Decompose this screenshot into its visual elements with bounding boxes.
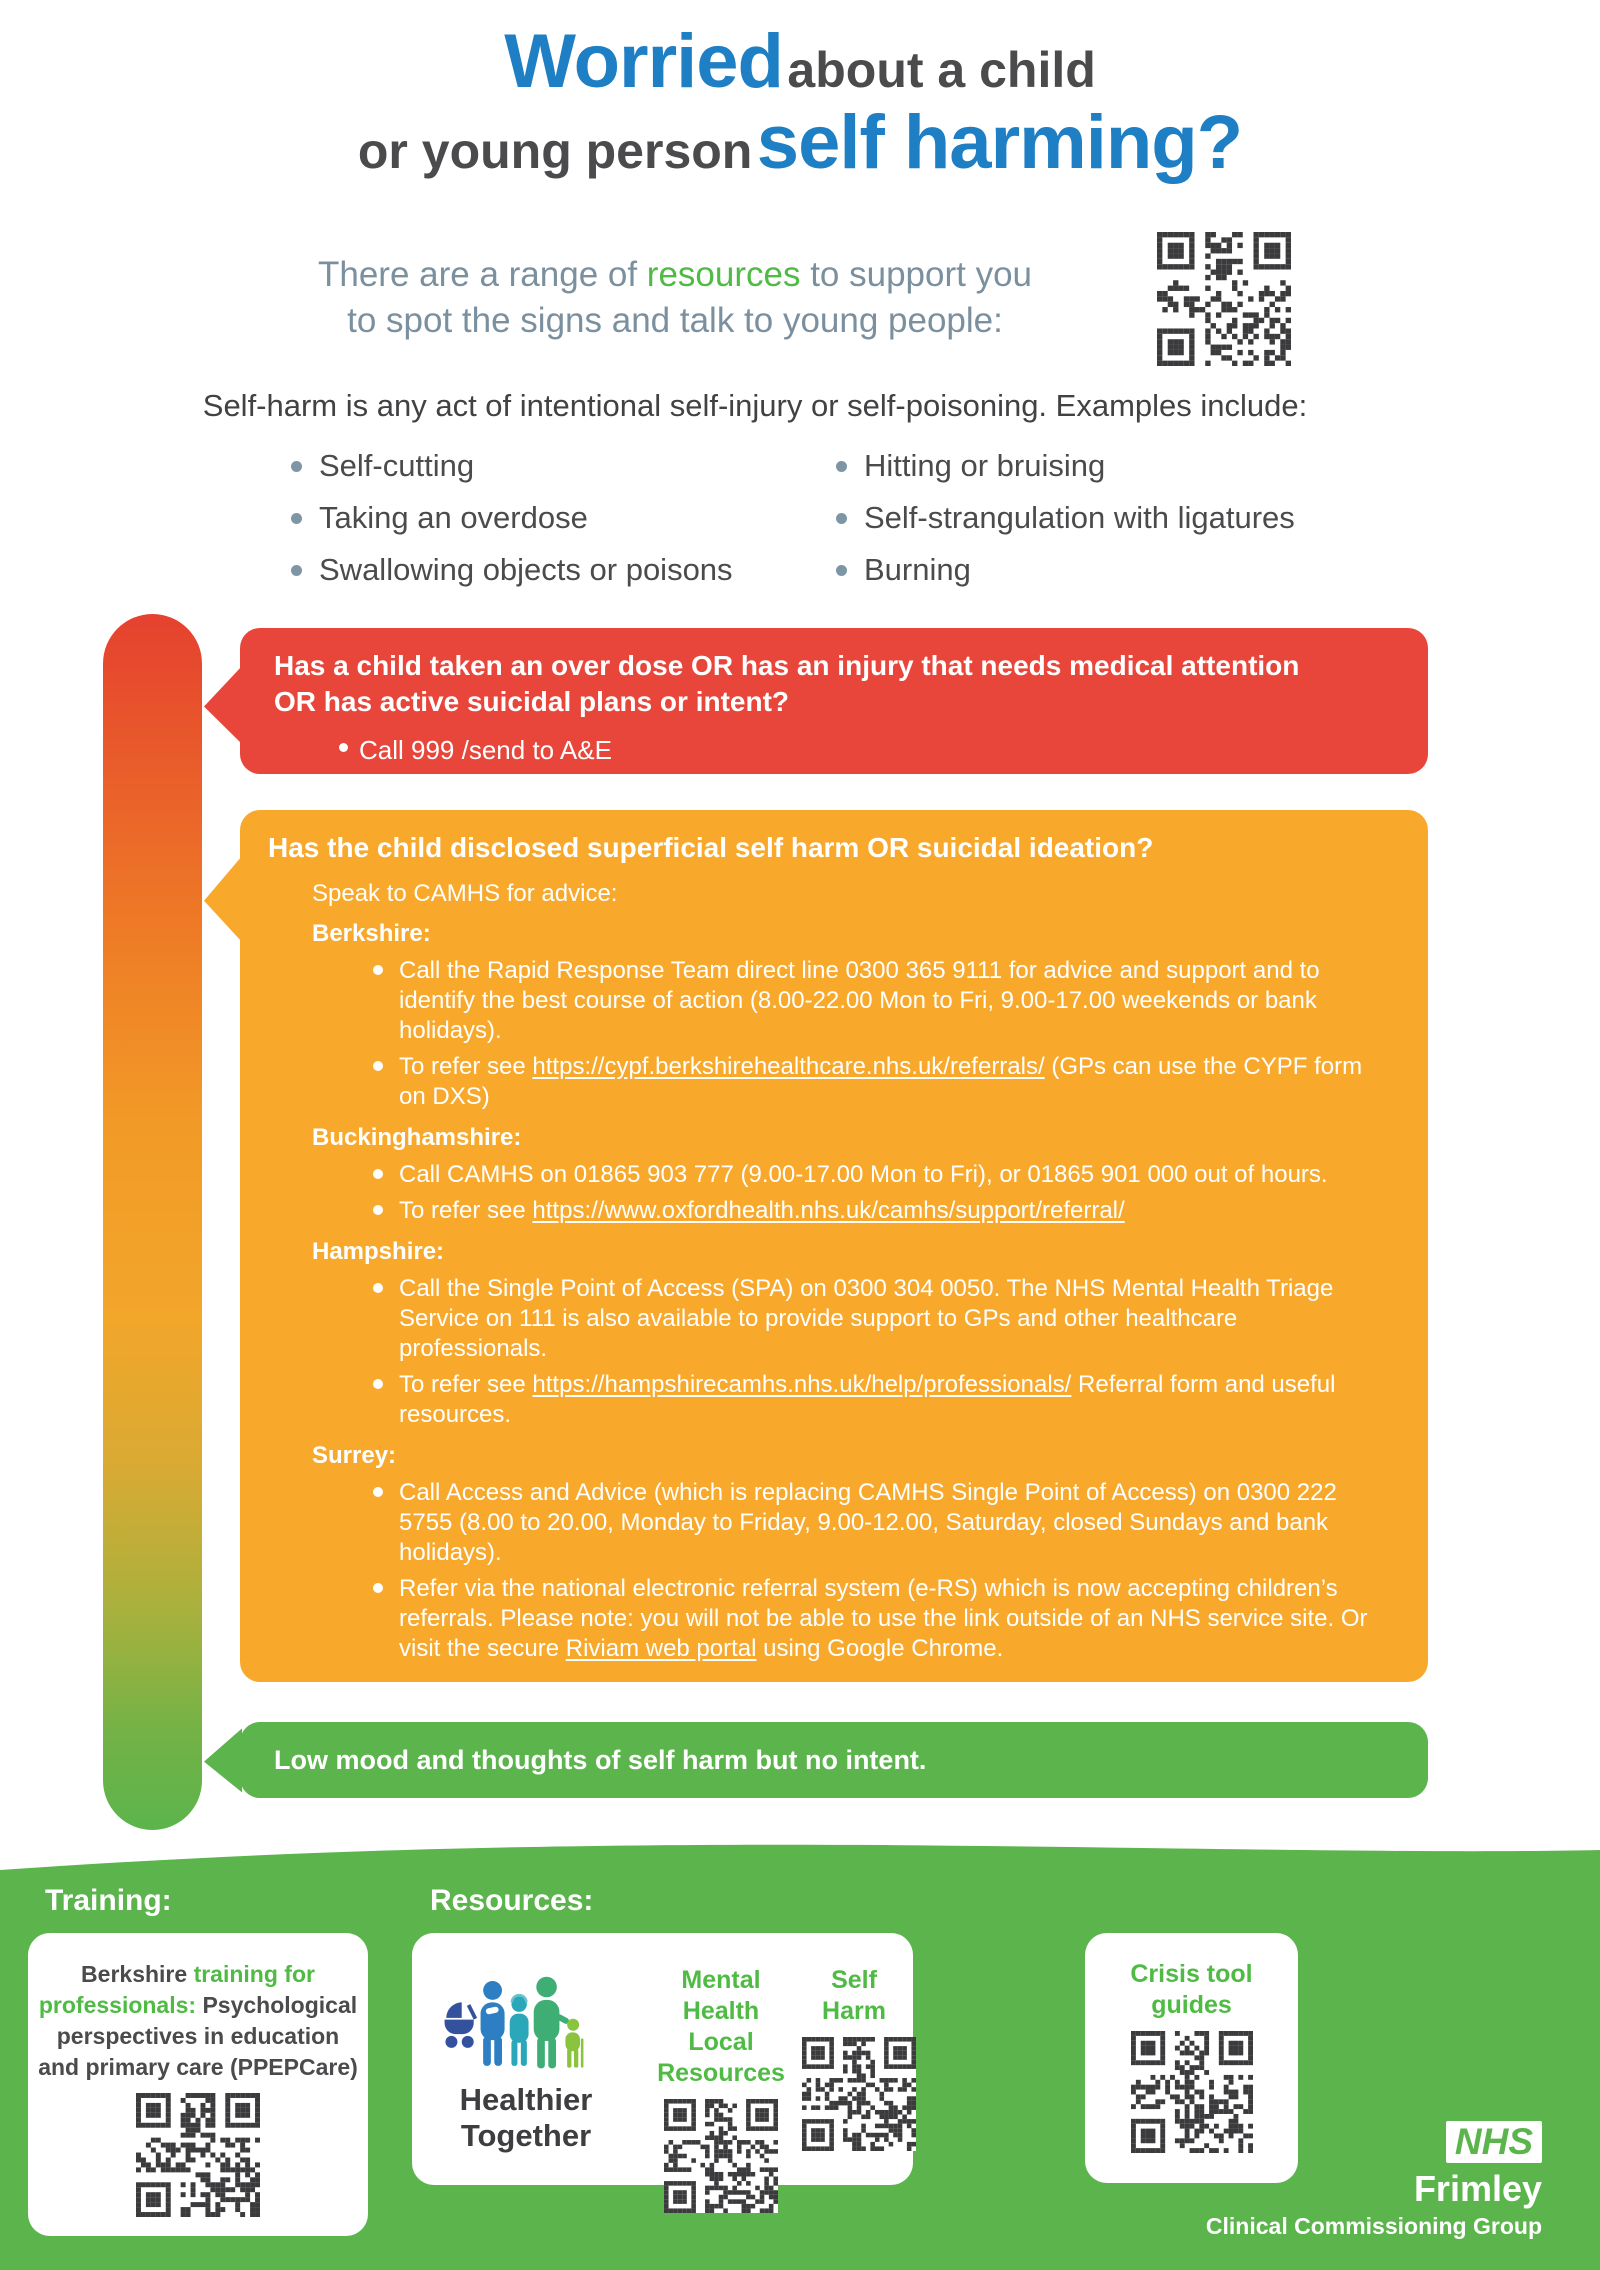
examples-column-right bbox=[830, 440, 1375, 596]
region-bullet: Call CAMHS on 01865 903 777 (9.00-17.00 Mon to Fri), or 01865 901 000 out of hours. bbox=[373, 1160, 1381, 1190]
examples-list bbox=[285, 440, 1375, 596]
self-harm-resource bbox=[802, 1933, 906, 2185]
healthier-together-text: Healthier Together bbox=[459, 2082, 593, 2153]
example-item: Taking an overdose bbox=[285, 492, 830, 544]
severity-gradient-bar bbox=[103, 614, 202, 1830]
training-card-text: Berkshire training for professionals: Psychological perspectives in education and primary care (PPEPCare) bbox=[38, 1961, 358, 2080]
resources-card bbox=[412, 1933, 913, 2185]
qr-code-mental-health bbox=[664, 2099, 778, 2213]
region-bullets bbox=[373, 1274, 1410, 1430]
green-low-risk-box bbox=[240, 1722, 1428, 1798]
red-box-heading: Has a child taken an over dose OR has an injury that needs medical attention OR has active suicidal plans or intent? bbox=[274, 650, 1300, 718]
crisis-qr-label: Crisis tool guides bbox=[1130, 1960, 1253, 2019]
orange-box-heading: Has the child disclosed superficial self harm OR suicidal ideation? bbox=[268, 832, 1154, 863]
intro-text: Self-harm is any act of intentional self-injury or self-poisoning. Examples include: bbox=[202, 388, 1308, 423]
mental-health-resource bbox=[640, 1933, 802, 2185]
call-999-bullet: Call 999 /send to A&E bbox=[339, 735, 1428, 766]
title-about-a-child: about a child bbox=[787, 42, 1096, 98]
nhs-logo-box: NHS bbox=[1446, 2121, 1542, 2163]
inline-link[interactable]: https://hampshirecamhs.nhs.uk/help/professionals/ bbox=[532, 1371, 1072, 1399]
region-heading: Buckinghamshire: bbox=[312, 1124, 522, 1152]
red-box-bullets bbox=[339, 735, 1428, 766]
example-item: Burning bbox=[830, 544, 1375, 596]
title-worried: Worried bbox=[504, 19, 783, 104]
page-title bbox=[0, 19, 1600, 185]
region-list bbox=[268, 920, 1410, 1664]
healthier-together-logo bbox=[412, 1933, 640, 2185]
region-heading: Hampshire: bbox=[312, 1238, 445, 1266]
red-emergency-box bbox=[240, 628, 1428, 774]
title-self-harming: self harming? bbox=[756, 99, 1243, 185]
orange-camhs-box bbox=[240, 810, 1428, 1682]
qr-code-self-harm bbox=[802, 2037, 916, 2151]
triage-boxes bbox=[240, 628, 1428, 1798]
example-item: Hitting or bruising bbox=[830, 440, 1375, 492]
inline-link[interactable]: https://cypf.berkshirehealthcare.nhs.uk/referrals/ bbox=[532, 1053, 1045, 1081]
title-or-young-person: or young person bbox=[357, 122, 753, 179]
region-bullet: Call the Rapid Response Team direct line 0300 365 9111 for advice and support and to identify the best course of action (8.00-22.00 Mon to Fri, 9.00-17.00 weekends or bank holidays). bbox=[373, 956, 1381, 1046]
region-bullet: Call Access and Advice (which is replacing CAMHS Single Point of Access) on 0300 222 5755 (8.00 to 20.00, Monday to Friday, 9.00-12.00, Saturday, closed Sundays and bank holidays). bbox=[373, 1478, 1381, 1568]
footer bbox=[0, 1872, 1600, 2270]
region-bullet: Call the Single Point of Access (SPA) on 0300 304 0050. The NHS Mental Health Triage Service on 111 is also available to provide support to GPs and other healthcare professionals. bbox=[373, 1274, 1381, 1364]
mental-health-qr-label: Mental Health Local Resources bbox=[657, 1966, 785, 2087]
nhs-frimley-logo bbox=[1206, 2121, 1542, 2240]
inline-link[interactable]: https://www.oxfordhealth.nhs.uk/camhs/support/referral/ bbox=[532, 1197, 1125, 1225]
region-bullets bbox=[373, 1160, 1410, 1226]
region-bullet: To refer see https://cypf.berkshirehealthcare.nhs.uk/referrals/ (GPs can use the CYPF form on DXS) bbox=[373, 1052, 1381, 1112]
qr-code-ppepcare bbox=[136, 2093, 260, 2217]
region-heading: Berkshire: bbox=[312, 920, 431, 948]
example-item: Self-strangulation with ligatures bbox=[830, 492, 1375, 544]
green-box-heading: Low mood and thoughts of self harm but no intent. bbox=[274, 1744, 927, 1775]
region-bullet: To refer see https://www.oxfordhealth.nhs.uk/camhs/support/referral/ bbox=[373, 1196, 1381, 1226]
title-line-2 bbox=[0, 99, 1600, 185]
resources-label: Resources: bbox=[430, 1884, 594, 1917]
region-bullet: Refer via the national electronic referral system (e-RS) which is now accepting children’s referrals. Please note: you will not be able to use the link outside of an NHS service site. Or visit the secure Riviam web portal using Google Chrome. bbox=[373, 1574, 1381, 1664]
qr-code-resources bbox=[1157, 232, 1291, 366]
region-heading: Surrey: bbox=[312, 1442, 397, 1470]
nhs-frimley-name: Frimley bbox=[1413, 2168, 1542, 2209]
resources-highlight: resources bbox=[646, 255, 801, 294]
example-item: Swallowing objects or poisons bbox=[285, 544, 830, 596]
training-label: Training: bbox=[45, 1884, 172, 1917]
subtitle: There are a range of resources to support you to spot the signs and talk to young people: bbox=[317, 255, 1033, 340]
region-bullets bbox=[373, 1478, 1410, 1664]
example-item: Self-cutting bbox=[285, 440, 830, 492]
region-bullets bbox=[373, 956, 1410, 1112]
nhs-ccg-subtitle: Clinical Commissioning Group bbox=[1205, 2213, 1542, 2239]
self-harm-qr-label: Self Harm bbox=[822, 1966, 886, 2025]
inline-link[interactable]: Riviam web portal bbox=[565, 1635, 757, 1663]
examples-column-left bbox=[285, 440, 830, 596]
healthier-together-figures bbox=[436, 1971, 616, 2075]
region-bullet: To refer see https://hampshirecamhs.nhs.uk/help/professionals/ Referral form and useful resources. bbox=[373, 1370, 1381, 1430]
training-card bbox=[28, 1933, 368, 2236]
footer-wave bbox=[0, 1840, 1600, 1874]
camhs-intro: Speak to CAMHS for advice: bbox=[312, 880, 618, 908]
title-line-1 bbox=[0, 19, 1600, 104]
